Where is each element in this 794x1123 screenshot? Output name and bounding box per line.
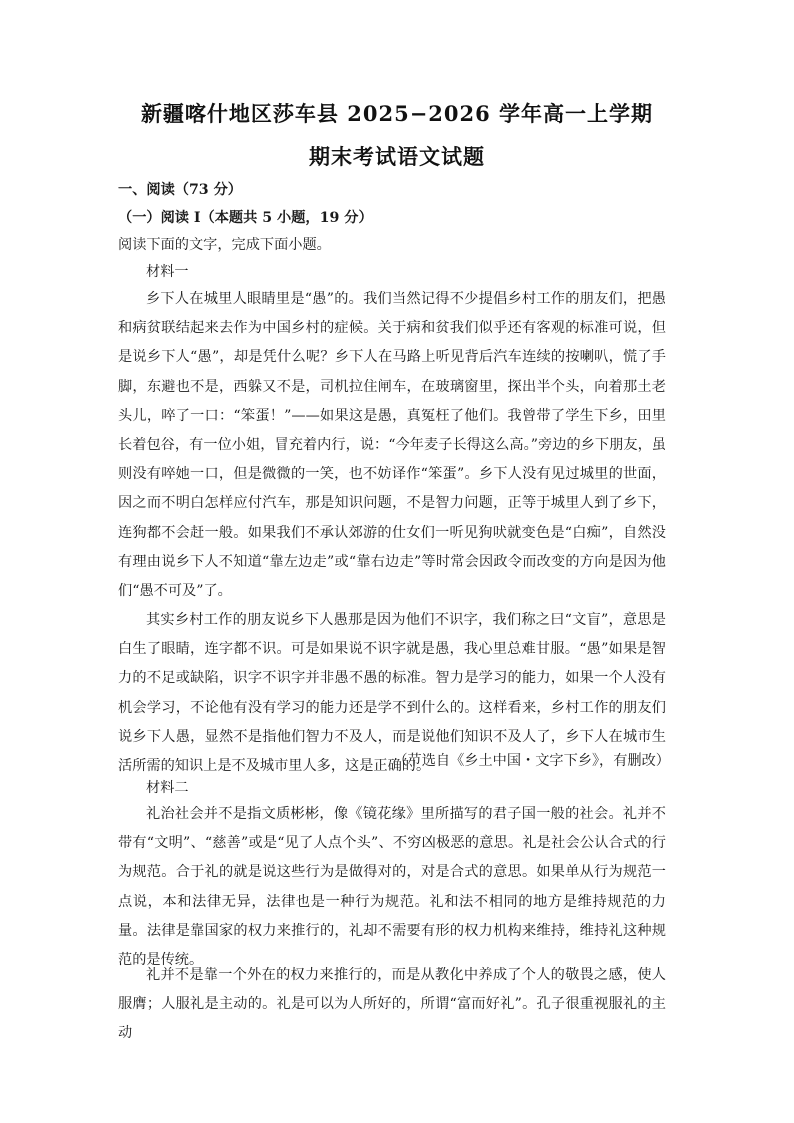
instruction-text: 阅读下面的文字，完成下面小题。 bbox=[118, 237, 331, 253]
exam-title-line2: 期末考试语文试题 bbox=[309, 144, 485, 169]
material1-paragraph-1: 乡下人在城里人眼睛里是“愚”的。我们当然记得不少提倡乡村工作的朋友们，把愚和病贫联结起来去作为中国乡村的症候。关于病和贫我们似乎还有客观的标准可说，但是说乡下人“愚”，却是凭什么呢？乡下人在马路上听见背后汽车连续的按喇叭，慌了手脚，东避也不是，西躲又不是，司机拉住闸车，在玻璃窗里，探出半个头，向着那土老头儿，啐了一口：“笨蛋！”——如果这是愚，真冤枉了他们。我曾带了学生下乡，田里长着包谷，有一位小姐，冒充着内行，说：“今年麦子长得这么高。”旁边的乡下朋友，虽则没有啐她一口，但是微微的一笑，也不妨译作“笨蛋”。乡下人没有见过城里的世面，因之而不明白怎样应付汽车，那是知识问题，不是智力问题，正等于城里人到了乡下，连狗都不会赶一般。如果我们不承认郊游的仕女们一听见狗吠就变色是“白痴”，自然没有理由说乡下人不知道“靠左边走”或“靠右边走”等时常会因政令而改变的方向是因为他们“愚不可及”了。 bbox=[118, 291, 666, 600]
material1-source: （节选自《乡土中国・文字下乡》，有删改） bbox=[393, 753, 670, 769]
material1-label: 材料一 bbox=[146, 264, 189, 280]
material2-paragraph-2: 礼并不是靠一个外在的权力来推行的，而是从教化中养成了个人的敬畏之感，使人服膺；人服礼是主动的。礼是可以为人所好的，所谓“富而好礼”。孔子很重视服礼的主动 bbox=[118, 967, 666, 1042]
subsection-heading: （一）阅读 I（本题共 5 小题，19 分） bbox=[118, 210, 373, 226]
material2-label: 材料二 bbox=[146, 780, 189, 796]
material1-paragraph-2: 其实乡村工作的朋友说乡下人愚那是因为他们不识字，我们称之曰“文盲”，意思是白生了眼睛，连字都不识。可是如果说不识字就是愚，我心里总难甘服。“愚”如果是智力的不足或缺陷，识字不识字并非愚不愚的标准。智力是学习的能力，如果一个人没有机会学习，不论他有没有学习的能力还是学不到什么的。这样看来，乡村工作的朋友们说乡下人愚，显然不是指他们智力不及人，而是说他们知识不及人了，乡下人在城市生活所需的知识上是不及城市里人多，这是正确的。 bbox=[118, 612, 666, 775]
material2-paragraph-1: 礼治社会并不是指文质彬彬，像《镜花缘》里所描写的君子国一般的社会。礼并不带有“文明”、“慈善”或是“见了人点个头”、不穷凶极恶的意思。礼是社会公认合式的行为规范。合于礼的就是说这些行为是做得对的，对是合式的意思。如果单从行为规范一点说，本和法律无异，法律也是一种行为规范。礼和法不相同的地方是维持规范的力量。法律是靠国家的权力来推行的，礼却不需要有形的权力机构来维持，维持礼这种规范的是传统。 bbox=[118, 806, 666, 969]
section-heading: 一、阅读（73 分） bbox=[118, 182, 242, 198]
exam-title-line1: 新疆喀什地区莎车县 2025−2026 学年高一上学期 bbox=[140, 101, 654, 126]
